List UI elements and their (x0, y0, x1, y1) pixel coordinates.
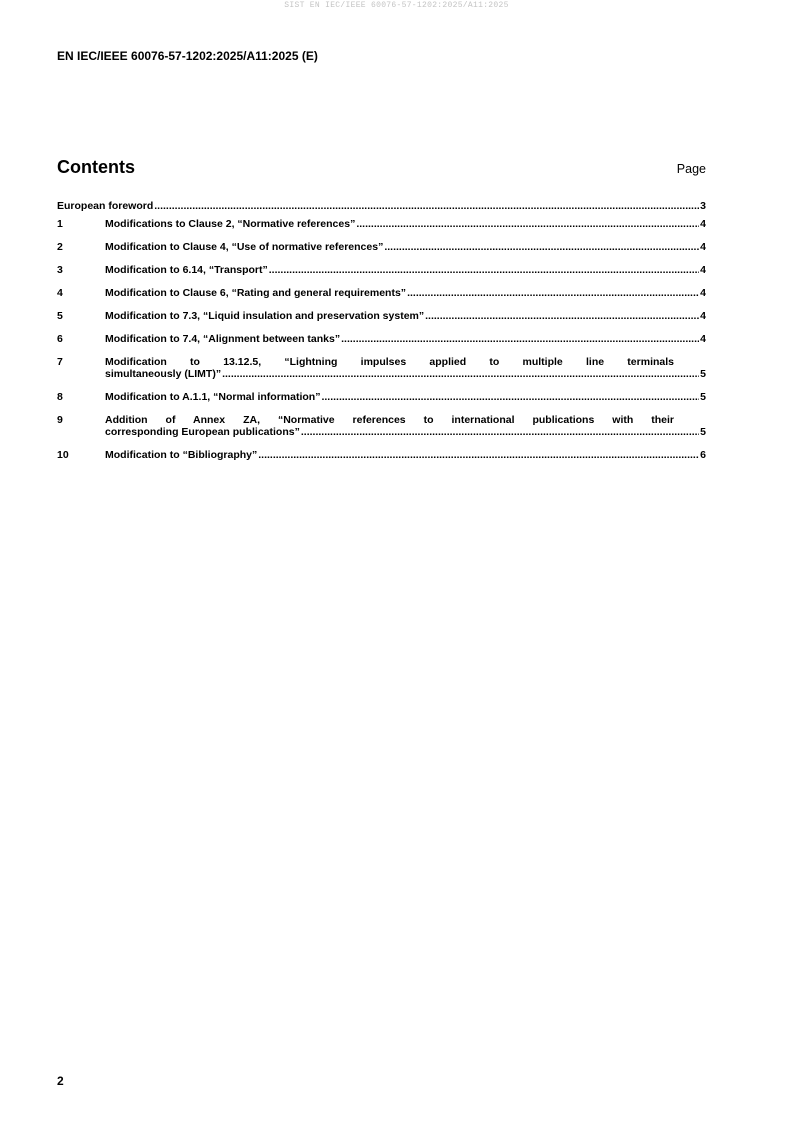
toc-entry-page: 6 (700, 449, 706, 461)
page-column-label: Page (676, 162, 706, 176)
toc-entry-number: 1 (57, 218, 63, 230)
toc-entry-text: Modification to 7.4, “Alignment between tanks” (105, 333, 341, 345)
toc-entry[interactable] (57, 241, 706, 253)
toc-entry-page: 4 (700, 264, 706, 276)
toc-entry[interactable] (57, 414, 706, 438)
toc-entry-page: 4 (700, 310, 706, 322)
toc-entry-text: Modification to A.1.1, “Normal information” (105, 391, 321, 403)
toc-entry[interactable] (57, 391, 706, 403)
toc-entry-text: Modification to 6.14, “Transport” (105, 264, 268, 276)
toc-entry[interactable] (57, 333, 706, 345)
dot-leader (356, 218, 699, 230)
dot-leader (258, 449, 699, 461)
dot-leader (269, 264, 699, 276)
contents-title: Contents (57, 157, 135, 177)
toc-entry[interactable] (57, 287, 706, 299)
toc-entry-number: 3 (57, 264, 63, 276)
toc-entry-page: 4 (700, 333, 706, 345)
toc-entry-number: 4 (57, 287, 63, 299)
dot-leader (341, 333, 699, 345)
dot-leader (301, 426, 699, 438)
toc-entry-page: 5 (700, 391, 706, 403)
document-id: EN IEC/IEEE 60076-57-1202:2025/A11:2025 (E) (57, 49, 318, 63)
dot-leader (321, 391, 699, 403)
toc-entry[interactable] (57, 310, 706, 322)
toc-entry-page: 3 (700, 200, 706, 212)
dot-leader (222, 368, 699, 380)
toc-entry-text: Modification to 13.12.5, “Lightning impulses applied to multiple line terminals (105, 356, 674, 368)
toc-entry-number: 7 (57, 356, 63, 368)
toc-entry-text: European foreword (57, 200, 154, 212)
table-of-contents (57, 200, 706, 461)
toc-entry-text-continued: corresponding European publications” (105, 426, 300, 438)
toc-entry-page: 4 (700, 241, 706, 253)
toc-entry-text: Modifications to Clause 2, “Normative references” (105, 218, 356, 230)
toc-entry-text-continued: simultaneously (LIMT)” (105, 368, 222, 380)
page-number: 2 (57, 1074, 64, 1088)
toc-entry-number: 10 (57, 449, 69, 461)
dot-leader (384, 241, 699, 253)
toc-entry-text: Modification to Clause 6, “Rating and general requirements” (105, 287, 407, 299)
toc-entry-number: 5 (57, 310, 63, 322)
toc-entry-text: Modification to Clause 4, “Use of normative references” (105, 241, 384, 253)
toc-entry-number: 8 (57, 391, 63, 403)
toc-entry-page: 4 (700, 287, 706, 299)
toc-entry[interactable] (57, 218, 706, 230)
toc-entry[interactable] (57, 264, 706, 276)
toc-entry-page: 5 (700, 368, 706, 380)
dot-leader (425, 310, 699, 322)
toc-entry-text: Modification to “Bibliography” (105, 449, 258, 461)
toc-entry-number: 9 (57, 414, 63, 426)
dot-leader (407, 287, 699, 299)
toc-entry-number: 6 (57, 333, 63, 345)
watermark: SIST EN IEC/IEEE 60076-57-1202:2025/A11:2025 (284, 1, 509, 10)
toc-entry[interactable] (57, 449, 706, 461)
toc-entry-page: 5 (700, 426, 706, 438)
toc-entry[interactable] (57, 356, 706, 380)
toc-entry-foreword[interactable] (57, 200, 706, 212)
dot-leader (154, 200, 699, 212)
toc-entry-number: 2 (57, 241, 63, 253)
toc-entry-text: Addition of Annex ZA, “Normative references to international publications with their (105, 414, 674, 426)
toc-entry-page: 4 (700, 218, 706, 230)
toc-entry-text: Modification to 7.3, “Liquid insulation and preservation system” (105, 310, 425, 322)
